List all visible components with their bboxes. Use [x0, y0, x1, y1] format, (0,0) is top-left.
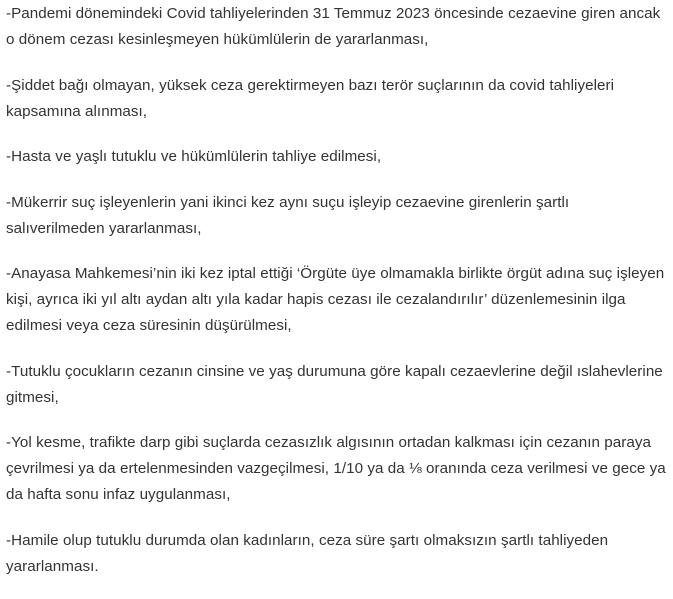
paragraph-sick-elderly: -Hasta ve yaşlı tutuklu ve hükümlülerin tahliye edilmesi,: [6, 148, 382, 165]
paragraph-constitutional-court: -Anayasa Mahkemesi’nin iki kez iptal ettiği ‘Örgüte üye olmamakla birlikte örgüt adına suç işleyen kişi, ayrıca iki yıl altı aydan altı yıla kadar hapis cezası ile cezalandırılır’ düzenlemesinin ilga edilmesi veya ceza süresinin düşürülmesi,: [6, 265, 665, 334]
paragraph-pregnant-women: -Hamile olup tutuklu durumda olan kadınların, ceza süre şartı olmaksızın şartlı tahliyeden yararlanması.: [6, 531, 609, 575]
paragraph-detained-children: -Tutuklu çocukların cezanın cinsine ve yaş durumuna göre kapalı cezaevlerine değil ıslahevlerine gitmesi,: [6, 362, 663, 406]
paragraph-road-blocking: -Yol kesme, trafikte darp gibi suçlarda cezasızlık algısının ortadan kalkması için cezanın paraya çevrilmesi ya da ertelenmesinden vazgeçilmesi, 1/10 ya da ⅛ oranında ceza verilmesi ve gece ya da hafta sonu infaz uygulanması,: [6, 434, 666, 503]
paragraph-repeat-offenders: -Mükerrir suç işleyenlerin yani ikinci kez aynı suçu işleyip cezaevine girenlerin şartlı salıverilmeden yararlanması,: [6, 193, 570, 237]
paragraph-terror-crimes: -Şiddet bağı olmayan, yüksek ceza gerektirmeyen bazı terör suçlarının da covid tahliyeleri kapsamına alınması,: [6, 76, 615, 120]
paragraph-covid-release: -Pandemi dönemindeki Covid tahliyelerinden 31 Temmuz 2023 öncesinde cezaevine giren ancak o dönem cezası kesinleşmeyen hükümlülerin de yararlanması,: [6, 5, 661, 48]
article-body: [6, 0, 670, 599]
